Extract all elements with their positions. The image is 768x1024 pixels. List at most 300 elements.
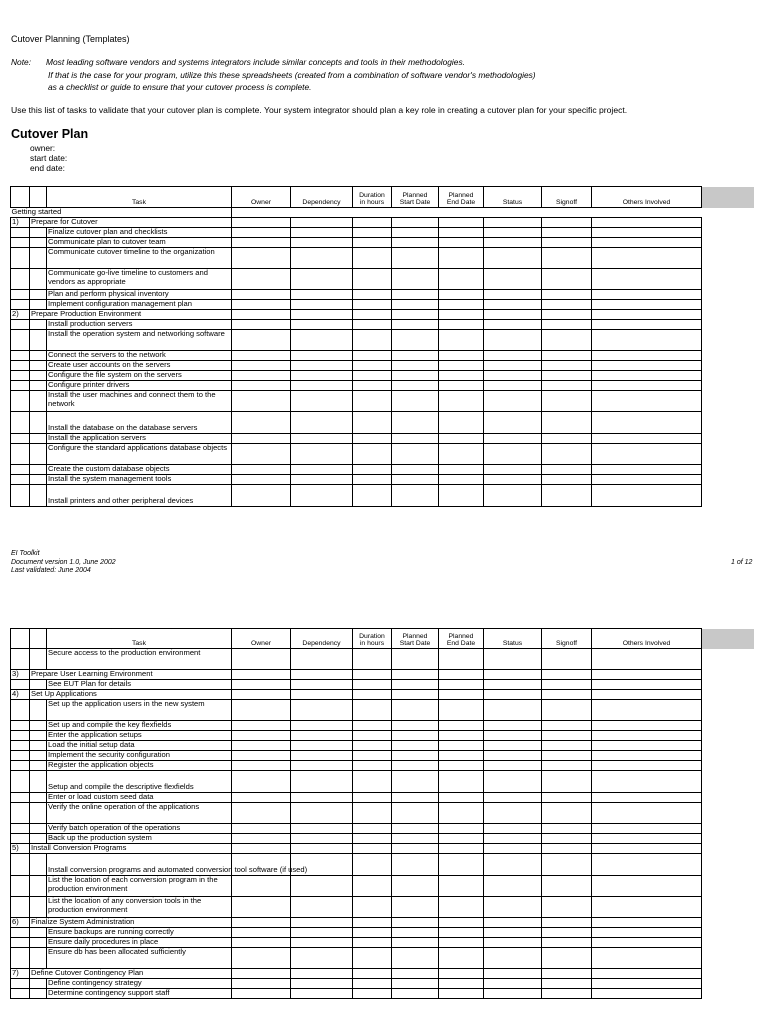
owner-cell (232, 361, 291, 371)
dependency-cell (291, 731, 353, 741)
dependency-cell (291, 834, 353, 844)
planned-start-cell (392, 741, 439, 751)
task-text: Enter the application setups (47, 731, 232, 741)
planned-end-cell (439, 803, 484, 824)
others-involved-cell (592, 793, 702, 803)
duration-cell (353, 876, 392, 897)
signoff-cell (542, 649, 592, 670)
section-number: 7) (11, 969, 30, 979)
others-involved-cell (592, 948, 702, 969)
status-cell (484, 248, 542, 269)
task-row (11, 803, 754, 824)
status-cell (484, 371, 542, 381)
task-text: Set up the application users in the new system (47, 700, 232, 721)
others-involved-cell (592, 218, 702, 228)
status-cell (484, 803, 542, 824)
duration-cell (353, 700, 392, 721)
section-title: Install Conversion Programs (30, 844, 232, 854)
status-cell (484, 979, 542, 989)
others-involved-cell (592, 330, 702, 351)
task-row (11, 381, 754, 391)
dependency-cell (291, 721, 353, 731)
status-cell (484, 844, 542, 854)
planned-end-cell (439, 721, 484, 731)
owner-cell (232, 475, 291, 485)
status-cell (484, 412, 542, 434)
owner-cell (232, 969, 291, 979)
status-cell (484, 391, 542, 412)
col-planned-start-header: Planned Start Date (392, 187, 439, 208)
owner-cell (232, 834, 291, 844)
owner-cell (232, 351, 291, 361)
dependency-cell (291, 371, 353, 381)
task-row (11, 290, 754, 300)
signoff-cell (542, 361, 592, 371)
others-involved-cell (592, 897, 702, 918)
section-number: 2) (11, 310, 30, 320)
planned-start-cell (392, 485, 439, 507)
task-row (11, 320, 754, 330)
signoff-cell (542, 670, 592, 680)
col-duration-header: Duration in hours (353, 629, 392, 649)
others-involved-cell (592, 700, 702, 721)
planned-end-cell (439, 475, 484, 485)
duration-cell (353, 465, 392, 475)
task-text: Secure access to the production environment (47, 649, 232, 670)
dependency-cell (291, 649, 353, 670)
signoff-cell (542, 391, 592, 412)
planned-start-cell (392, 238, 439, 248)
task-row (11, 465, 754, 475)
others-involved-cell (592, 751, 702, 761)
signoff-cell (542, 700, 592, 721)
planned-end-cell (439, 751, 484, 761)
task-text: See EUT Plan for details (47, 680, 232, 690)
planned-start-cell (392, 670, 439, 680)
planned-end-cell (439, 269, 484, 290)
planned-end-cell (439, 938, 484, 948)
dependency-cell (291, 218, 353, 228)
signoff-cell (542, 269, 592, 290)
planned-start-cell (392, 475, 439, 485)
planned-end-cell (439, 670, 484, 680)
signoff-cell (542, 876, 592, 897)
owner-cell (232, 824, 291, 834)
status-cell (484, 721, 542, 731)
duration-cell (353, 269, 392, 290)
dependency-cell (291, 761, 353, 771)
dependency-cell (291, 803, 353, 824)
status-cell (484, 434, 542, 444)
planned-start-cell (392, 361, 439, 371)
col-dependency-header: Dependency (291, 187, 353, 208)
others-involved-cell (592, 238, 702, 248)
dependency-cell (291, 444, 353, 465)
planned-end-cell (439, 854, 484, 876)
status-cell (484, 444, 542, 465)
owner-cell (232, 938, 291, 948)
section-number: 3) (11, 670, 30, 680)
task-text: Install conversion programs and automated conversion tool software (if used) (47, 854, 232, 876)
task-text: List the location of any conversion tools in the production environment (47, 897, 232, 918)
task-text: Plan and perform physical inventory (47, 290, 232, 300)
duration-cell (353, 444, 392, 465)
task-text: List the location of each conversion program in the production environment (47, 876, 232, 897)
duration-cell (353, 741, 392, 751)
status-cell (484, 290, 542, 300)
planned-end-cell (439, 771, 484, 793)
status-cell (484, 948, 542, 969)
planned-end-cell (439, 351, 484, 361)
signoff-cell (542, 989, 592, 999)
owner-cell (232, 989, 291, 999)
dependency-cell (291, 434, 353, 444)
planned-start-cell (392, 218, 439, 228)
signoff-cell (542, 465, 592, 475)
planned-start-cell (392, 269, 439, 290)
duration-cell (353, 310, 392, 320)
task-text: Configure the file system on the servers (47, 371, 232, 381)
dependency-cell (291, 680, 353, 690)
status-cell (484, 680, 542, 690)
dependency-cell (291, 918, 353, 928)
dependency-cell (291, 228, 353, 238)
planned-start-cell (392, 989, 439, 999)
signoff-cell (542, 228, 592, 238)
signoff-cell (542, 434, 592, 444)
planned-start-cell (392, 680, 439, 690)
task-row (11, 721, 754, 731)
signoff-cell (542, 793, 592, 803)
owner-cell (232, 444, 291, 465)
signoff-cell (542, 320, 592, 330)
duration-cell (353, 290, 392, 300)
status-cell (484, 670, 542, 680)
others-involved-cell (592, 918, 702, 928)
signoff-cell (542, 844, 592, 854)
planned-end-cell (439, 897, 484, 918)
status-cell (484, 834, 542, 844)
owner-cell (232, 948, 291, 969)
task-row (11, 928, 754, 938)
owner-cell (232, 248, 291, 269)
dependency-cell (291, 238, 353, 248)
planned-start-cell (392, 918, 439, 928)
planned-end-cell (439, 876, 484, 897)
task-text: Communicate cutover timeline to the organization (47, 248, 232, 269)
planned-end-cell (439, 330, 484, 351)
others-involved-cell (592, 300, 702, 310)
dependency-cell (291, 670, 353, 680)
status-cell (484, 761, 542, 771)
planned-end-cell (439, 320, 484, 330)
signoff-cell (542, 680, 592, 690)
dependency-cell (291, 475, 353, 485)
owner-cell (232, 300, 291, 310)
col-owner-header: Owner (232, 629, 291, 649)
header-shade (702, 629, 754, 649)
planned-end-cell (439, 444, 484, 465)
owner-cell (232, 918, 291, 928)
task-row (11, 761, 754, 771)
duration-cell (353, 948, 392, 969)
status-cell (484, 300, 542, 310)
status-cell (484, 649, 542, 670)
others-involved-cell (592, 680, 702, 690)
duration-cell (353, 680, 392, 690)
planned-start-cell (392, 412, 439, 434)
col-task-header: Task (47, 629, 232, 649)
signoff-cell (542, 803, 592, 824)
signoff-cell (542, 485, 592, 507)
task-text: Enter or load custom seed data (47, 793, 232, 803)
task-text: Back up the production system (47, 834, 232, 844)
planned-start-cell (392, 700, 439, 721)
cutover-task-table-2 (10, 628, 754, 999)
status-cell (484, 751, 542, 761)
signoff-cell (542, 854, 592, 876)
owner-cell (232, 465, 291, 475)
task-row (11, 434, 754, 444)
dependency-cell (291, 269, 353, 290)
planned-end-cell (439, 434, 484, 444)
col-signoff-header: Signoff (542, 187, 592, 208)
planned-start-cell (392, 391, 439, 412)
col-owner-header: Owner (232, 187, 291, 208)
others-involved-cell (592, 290, 702, 300)
others-involved-cell (592, 475, 702, 485)
others-involved-cell (592, 771, 702, 793)
planned-start-cell (392, 897, 439, 918)
others-involved-cell (592, 361, 702, 371)
task-row (11, 680, 754, 690)
task-row (11, 731, 754, 741)
owner-cell (232, 721, 291, 731)
duration-cell (353, 228, 392, 238)
planned-end-cell (439, 248, 484, 269)
owner-cell (232, 700, 291, 721)
others-involved-cell (592, 741, 702, 751)
status-cell (484, 269, 542, 290)
duration-cell (353, 381, 392, 391)
owner-cell (232, 751, 291, 761)
task-row (11, 228, 754, 238)
planned-start-cell (392, 320, 439, 330)
planned-start-cell (392, 465, 439, 475)
dependency-cell (291, 391, 353, 412)
planned-end-cell (439, 228, 484, 238)
col-signoff-header: Signoff (542, 629, 592, 649)
task-text: Set up and compile the key flexfields (47, 721, 232, 731)
task-text: Install production servers (47, 320, 232, 330)
status-cell (484, 381, 542, 391)
planned-end-cell (439, 300, 484, 310)
signoff-cell (542, 290, 592, 300)
signoff-cell (542, 248, 592, 269)
planned-end-cell (439, 918, 484, 928)
task-text: Define contingency strategy (47, 979, 232, 989)
others-involved-cell (592, 670, 702, 680)
status-cell (484, 485, 542, 507)
planned-end-cell (439, 649, 484, 670)
planned-start-cell (392, 434, 439, 444)
task-row (11, 412, 754, 434)
planned-start-cell (392, 649, 439, 670)
footer-block (11, 550, 116, 576)
planned-end-cell (439, 793, 484, 803)
planned-start-cell (392, 876, 439, 897)
others-involved-cell (592, 854, 702, 876)
planned-end-cell (439, 690, 484, 700)
planned-end-cell (439, 928, 484, 938)
note-line-2: If that is the case for your program, utilize this these spreadsheets (created from a combination of software vendor's methodologies) (48, 70, 536, 80)
col-duration-header: Duration in hours (353, 187, 392, 208)
owner-cell (232, 228, 291, 238)
planned-start-cell (392, 803, 439, 824)
signoff-cell (542, 310, 592, 320)
duration-cell (353, 854, 392, 876)
task-row (11, 824, 754, 834)
status-cell (484, 771, 542, 793)
duration-cell (353, 844, 392, 854)
duration-cell (353, 928, 392, 938)
duration-cell (353, 300, 392, 310)
planned-start-cell (392, 793, 439, 803)
others-involved-cell (592, 444, 702, 465)
dependency-cell (291, 938, 353, 948)
note-label: Note: (11, 57, 32, 67)
task-row (11, 475, 754, 485)
planned-start-cell (392, 444, 439, 465)
task-row (11, 876, 754, 897)
status-cell (484, 228, 542, 238)
col-planned-start-header: Planned Start Date (392, 629, 439, 649)
task-row (11, 248, 754, 269)
dependency-cell (291, 320, 353, 330)
note-line-1: Most leading software vendors and systems integrators include similar concepts and tools in their methodologies. (46, 57, 465, 67)
others-involved-cell (592, 876, 702, 897)
signoff-cell (542, 690, 592, 700)
duration-cell (353, 938, 392, 948)
signoff-cell (542, 731, 592, 741)
dependency-cell (291, 824, 353, 834)
task-row (11, 330, 754, 351)
dependency-cell (291, 771, 353, 793)
others-involved-cell (592, 485, 702, 507)
others-involved-cell (592, 824, 702, 834)
duration-cell (353, 793, 392, 803)
owner-cell (232, 731, 291, 741)
planned-end-cell (439, 310, 484, 320)
task-text: Ensure daily procedures in place (47, 938, 232, 948)
others-involved-cell (592, 803, 702, 824)
dependency-cell (291, 248, 353, 269)
planned-start-cell (392, 381, 439, 391)
owner-cell (232, 412, 291, 434)
duration-cell (353, 475, 392, 485)
duration-cell (353, 391, 392, 412)
others-involved-cell (592, 381, 702, 391)
status-cell (484, 310, 542, 320)
planned-start-cell (392, 834, 439, 844)
task-text: Install the user machines and connect them to the network (47, 391, 232, 412)
section-row (11, 690, 754, 700)
dependency-cell (291, 310, 353, 320)
owner-cell (232, 844, 291, 854)
planned-end-cell (439, 680, 484, 690)
status-cell (484, 465, 542, 475)
status-cell (484, 989, 542, 999)
owner-cell (232, 761, 291, 771)
dependency-cell (291, 969, 353, 979)
section-title: Prepare for Cutover (30, 218, 232, 228)
others-involved-cell (592, 690, 702, 700)
end-date-label: end date: (30, 163, 65, 173)
dependency-cell (291, 793, 353, 803)
planned-end-cell (439, 381, 484, 391)
planned-start-cell (392, 300, 439, 310)
status-cell (484, 218, 542, 228)
status-cell (484, 793, 542, 803)
signoff-cell (542, 751, 592, 761)
signoff-cell (542, 928, 592, 938)
signoff-cell (542, 351, 592, 361)
status-cell (484, 238, 542, 248)
status-cell (484, 475, 542, 485)
signoff-cell (542, 761, 592, 771)
signoff-cell (542, 371, 592, 381)
status-cell (484, 731, 542, 741)
owner-cell (232, 290, 291, 300)
others-involved-cell (592, 928, 702, 938)
status-cell (484, 969, 542, 979)
task-row (11, 391, 754, 412)
owner-cell (232, 793, 291, 803)
dependency-cell (291, 361, 353, 371)
duration-cell (353, 834, 392, 844)
task-row (11, 700, 754, 721)
task-row (11, 269, 754, 290)
planned-start-cell (392, 371, 439, 381)
planned-start-cell (392, 310, 439, 320)
task-row (11, 948, 754, 969)
dependency-cell (291, 330, 353, 351)
signoff-cell (542, 741, 592, 751)
task-text: Install the database on the database servers (47, 412, 232, 434)
status-cell (484, 690, 542, 700)
duration-cell (353, 979, 392, 989)
section-title: Prepare User Learning Environment (30, 670, 232, 680)
planned-start-cell (392, 731, 439, 741)
task-text: Finalize cutover plan and checklists (47, 228, 232, 238)
planned-start-cell (392, 969, 439, 979)
dependency-cell (291, 465, 353, 475)
planned-start-cell (392, 761, 439, 771)
col-status-header: Status (484, 629, 542, 649)
duration-cell (353, 731, 392, 741)
duration-cell (353, 351, 392, 361)
planned-end-cell (439, 844, 484, 854)
others-involved-cell (592, 412, 702, 434)
planned-start-cell (392, 844, 439, 854)
duration-cell (353, 897, 392, 918)
task-text: Configure the standard applications database objects (47, 444, 232, 465)
planned-end-cell (439, 412, 484, 434)
others-involved-cell (592, 979, 702, 989)
owner-cell (232, 391, 291, 412)
dependency-cell (291, 300, 353, 310)
planned-start-cell (392, 721, 439, 731)
